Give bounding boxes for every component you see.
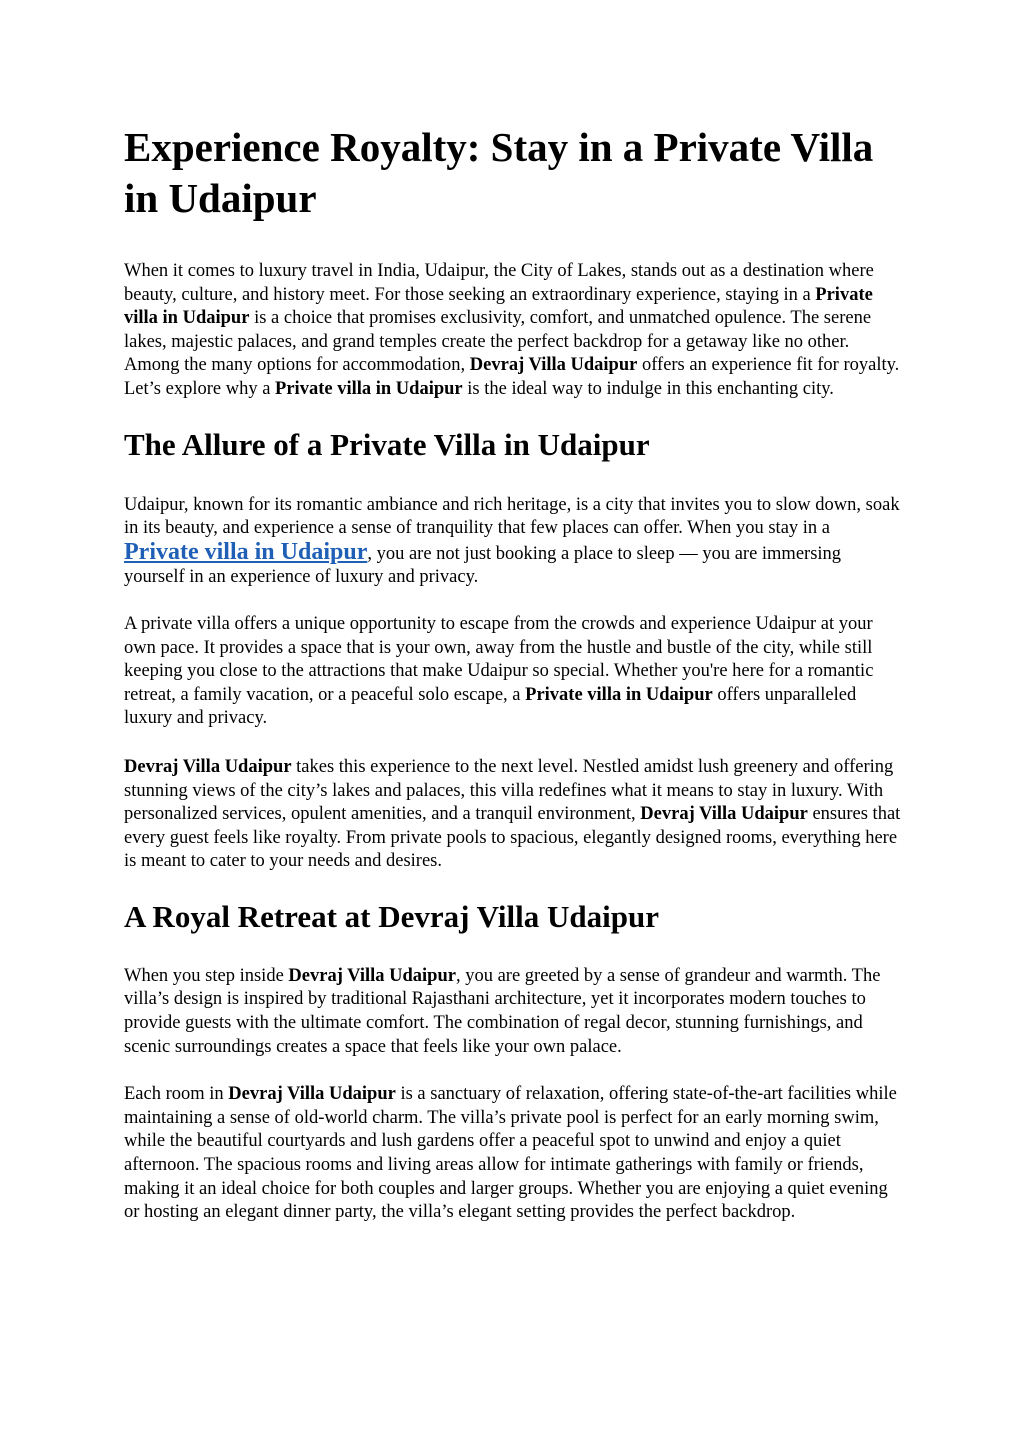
intro-bold-private-villa: Private villa in Udaipur xyxy=(124,284,873,329)
retreat-paragraph-2 xyxy=(124,1083,904,1225)
intro-bold-private-villa-2: Private villa in Udaipur xyxy=(275,378,463,399)
allure-p3-bold-2: Devraj Villa Udaipur xyxy=(640,804,808,825)
intro-text-2: is a choice that promises exclusivity, comfort, and unmatched opulence. The serene lakes, majestic palaces, and grand temples create the perfect backdrop for a getaway like no other. Among the many options for accommodation, xyxy=(124,308,872,376)
allure-paragraph-2 xyxy=(124,613,904,731)
private-villa-link[interactable]: Private villa in Udaipur xyxy=(124,538,368,565)
allure-paragraph-3 xyxy=(124,756,904,874)
allure-p2-bold: Private villa in Udaipur xyxy=(525,684,713,705)
retreat-p1-text-1: When you step inside xyxy=(124,965,289,986)
intro-bold-devraj-villa: Devraj Villa Udaipur xyxy=(469,355,638,376)
allure-p2-text-1: A private villa offers a unique opportunity to escape from the crowds and experience Udaipur at your own pace. It provides a space that is your own, away from the hustle and bustle of the city, while still keeping you close to the attractions that make Udaipur so special. Whether you're here for a romantic retreat, a family vacation, or a peaceful solo escape, a xyxy=(124,613,874,705)
page-title: Experience Royalty: Stay in a Private Villa in Udaipur xyxy=(124,124,874,221)
retreat-p2-text-1: Each room in xyxy=(124,1084,229,1105)
allure-p1-text-2: , you are not just booking a place to sleep — you are immersing yourself in an experience of luxury and privacy. xyxy=(124,543,842,588)
retreat-p1-bold: Devraj Villa Udaipur xyxy=(288,965,456,986)
section-heading-allure: The Allure of a Private Villa in Udaipur xyxy=(124,426,650,462)
intro-text-4: is the ideal way to indulge in this enchanting city. xyxy=(462,378,834,399)
intro-paragraph xyxy=(124,260,904,402)
section-heading-royal-retreat: A Royal Retreat at Devraj Villa Udaipur xyxy=(124,898,659,934)
allure-p1-text-1: Udaipur, known for its romantic ambiance and rich heritage, is a city that invites you to slow down, soak in its beauty, and experience a sense of tranquility that few places can offer. When you stay in a xyxy=(124,494,900,539)
document-page xyxy=(124,122,904,1225)
retreat-p2-bold: Devraj Villa Udaipur xyxy=(228,1084,396,1105)
allure-p3-text-2: ensures that every guest feels like royalty. From private pools to spacious, elegantly designed rooms, everything here is meant to cater to your needs and desires. xyxy=(124,804,901,872)
intro-text-1: When it comes to luxury travel in India, Udaipur, the City of Lakes, stands out as a destination where beauty, culture, and history meet. For those seeking an extraordinary experience, staying in a xyxy=(124,261,874,305)
retreat-p1-text-2: , you are greeted by a sense of grandeur and warmth. The villa’s design is inspired by traditional Rajasthani architecture, yet it incorporates modern touches to provide guests with the ultimate comfort. The combination of regal decor, stunning furnishings, and scenic surroundings creates a space that feels like your own palace. xyxy=(124,965,881,1057)
retreat-paragraph-1 xyxy=(124,965,904,1059)
intro-text-3: offers an experience fit for royalty. Let’s explore why a xyxy=(124,355,900,399)
allure-paragraph-1 xyxy=(124,494,904,590)
retreat-p2-text-2: is a sanctuary of relaxation, offering state-of-the-art facilities while maintaining a sense of old-world charm. The villa’s private pool is perfect for an early morning swim, while the beautiful courtyards and lush gardens offer a peaceful spot to unwind and enjoy a quiet afternoon. The spacious rooms and living areas allow for intimate gatherings with family or friends, making it an ideal choice for both couples and larger groups. Whether you are enjoying a quiet evening or hosting an elegant dinner party, the villa’s elegant setting provides the perfect backdrop. xyxy=(124,1084,897,1223)
allure-p3-text-1: takes this experience to the next level. Nestled amidst lush greenery and offering stunning views of the city’s lakes and palaces, this villa redefines what it means to stay in luxury. With personalized services, opulent amenities, and a tranquil environment, xyxy=(124,756,894,825)
allure-p2-text-2: offers unparalleled luxury and privacy. xyxy=(124,684,857,729)
allure-p3-bold-1: Devraj Villa Udaipur xyxy=(124,756,292,777)
